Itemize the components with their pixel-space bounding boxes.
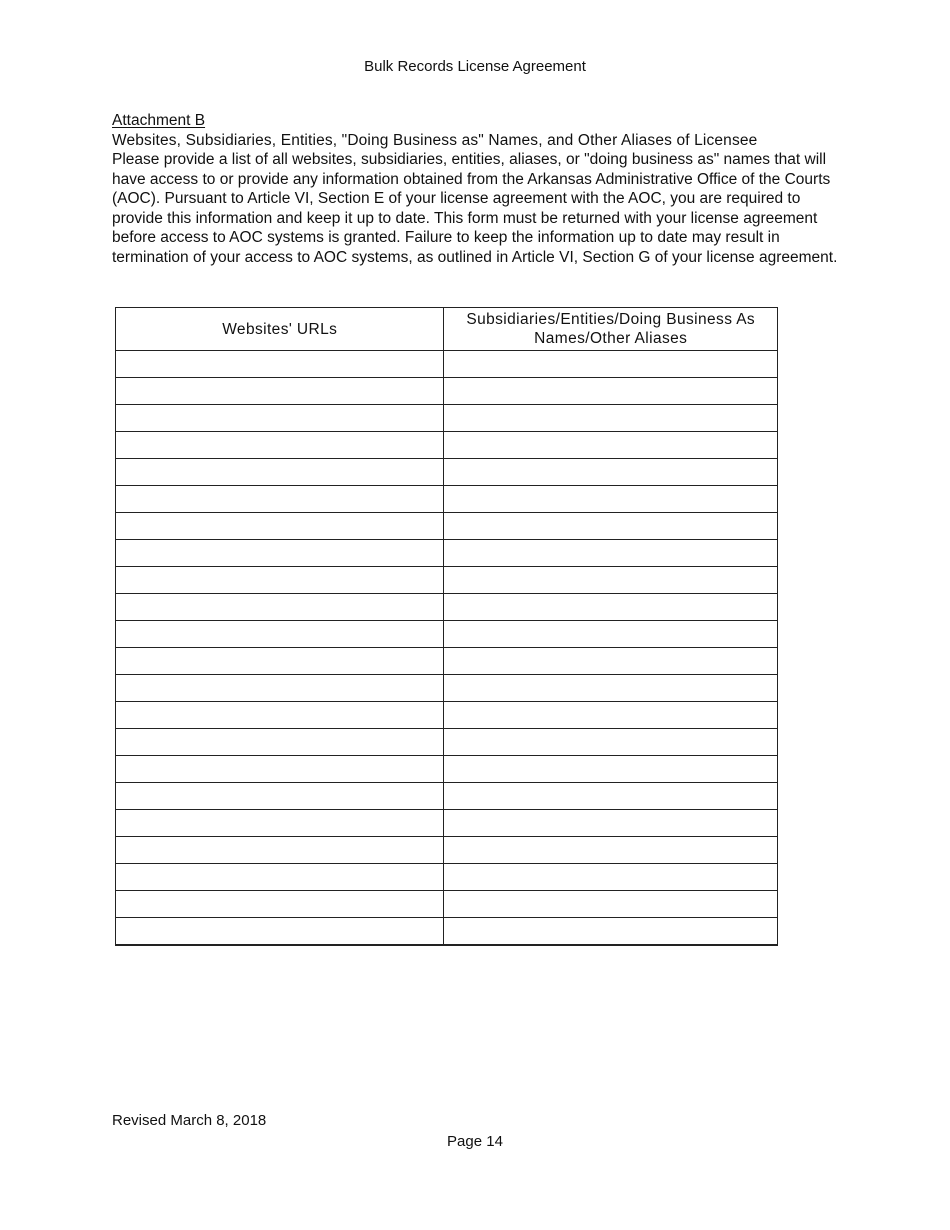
alias-cell[interactable]: [444, 702, 778, 729]
header-websites-urls: Websites' URLs: [116, 308, 444, 351]
table-row: [116, 864, 778, 891]
alias-cell[interactable]: [444, 810, 778, 837]
alias-cell[interactable]: [444, 567, 778, 594]
table-header-row: [116, 308, 778, 351]
alias-cell[interactable]: [444, 486, 778, 513]
table-row: [116, 459, 778, 486]
website-url-cell[interactable]: [116, 540, 444, 567]
website-url-cell[interactable]: [116, 459, 444, 486]
alias-cell[interactable]: [444, 864, 778, 891]
table-row: [116, 837, 778, 864]
website-url-cell[interactable]: [116, 432, 444, 459]
table-row: [116, 513, 778, 540]
table-row: [116, 378, 778, 405]
table-row: [116, 702, 778, 729]
website-url-cell[interactable]: [116, 567, 444, 594]
page-number: Page 14: [447, 1133, 503, 1150]
website-url-cell[interactable]: [116, 594, 444, 621]
table-row: [116, 756, 778, 783]
alias-cell[interactable]: [444, 513, 778, 540]
alias-cell[interactable]: [444, 675, 778, 702]
website-url-cell[interactable]: [116, 729, 444, 756]
attachment-content: [112, 111, 842, 267]
website-url-cell[interactable]: [116, 783, 444, 810]
aliases-table: [115, 307, 778, 946]
website-url-cell[interactable]: [116, 621, 444, 648]
website-url-cell[interactable]: [116, 810, 444, 837]
table-row: [116, 783, 778, 810]
alias-cell[interactable]: [444, 594, 778, 621]
website-url-cell[interactable]: [116, 918, 444, 946]
alias-cell[interactable]: [444, 783, 778, 810]
alias-cell[interactable]: [444, 729, 778, 756]
website-url-cell[interactable]: [116, 702, 444, 729]
alias-cell[interactable]: [444, 540, 778, 567]
instructions-paragraph: Please provide a list of all websites, subsidiaries, entities, aliases, or "doing business as" names that will have access to or provide any information obtained from the Arkansas Administrative Office of the Courts (AOC). Pursuant to Article VI, Section E of your license agreement with the AOC, you are required to provide this information and keep it up to date. This form must be returned with your license agreement before access to AOC systems is granted. Failure to keep the information up to date may result in termination of your access to AOC systems, as outlined in Article VI, Section G of your license agreement.: [112, 151, 838, 266]
table-row: [116, 486, 778, 513]
table-row: [116, 351, 778, 378]
website-url-cell[interactable]: [116, 864, 444, 891]
table-row: [116, 621, 778, 648]
attachment-subject: Websites, Subsidiaries, Entities, "Doing Business as" Names, and Other Aliases of Licensee: [112, 131, 758, 149]
table-row: [116, 432, 778, 459]
alias-cell[interactable]: [444, 648, 778, 675]
table-row: [116, 540, 778, 567]
alias-cell[interactable]: [444, 891, 778, 918]
alias-cell[interactable]: [444, 378, 778, 405]
header-subsidiaries-aliases: Subsidiaries/Entities/Doing Business As Names/Other Aliases: [444, 308, 778, 351]
table-row: [116, 729, 778, 756]
revised-date: Revised March 8, 2018: [112, 1112, 267, 1129]
alias-cell[interactable]: [444, 621, 778, 648]
website-url-cell[interactable]: [116, 513, 444, 540]
alias-cell[interactable]: [444, 918, 778, 946]
alias-cell[interactable]: [444, 837, 778, 864]
table-row: [116, 810, 778, 837]
website-url-cell[interactable]: [116, 486, 444, 513]
table-row: [116, 891, 778, 918]
alias-cell[interactable]: [444, 459, 778, 486]
page-header: Bulk Records License Agreement: [364, 58, 586, 75]
website-url-cell[interactable]: [116, 756, 444, 783]
website-url-cell[interactable]: [116, 675, 444, 702]
attachment-title: Attachment B: [112, 112, 206, 129]
alias-cell[interactable]: [444, 351, 778, 378]
website-url-cell[interactable]: [116, 648, 444, 675]
table-row: [116, 918, 778, 946]
table-row: [116, 648, 778, 675]
website-url-cell[interactable]: [116, 378, 444, 405]
table-row: [116, 567, 778, 594]
table-row: [116, 405, 778, 432]
website-url-cell[interactable]: [116, 405, 444, 432]
alias-cell[interactable]: [444, 405, 778, 432]
alias-cell[interactable]: [444, 432, 778, 459]
website-url-cell[interactable]: [116, 837, 444, 864]
alias-cell[interactable]: [444, 756, 778, 783]
table-row: [116, 675, 778, 702]
table-row: [116, 594, 778, 621]
website-url-cell[interactable]: [116, 351, 444, 378]
website-url-cell[interactable]: [116, 891, 444, 918]
